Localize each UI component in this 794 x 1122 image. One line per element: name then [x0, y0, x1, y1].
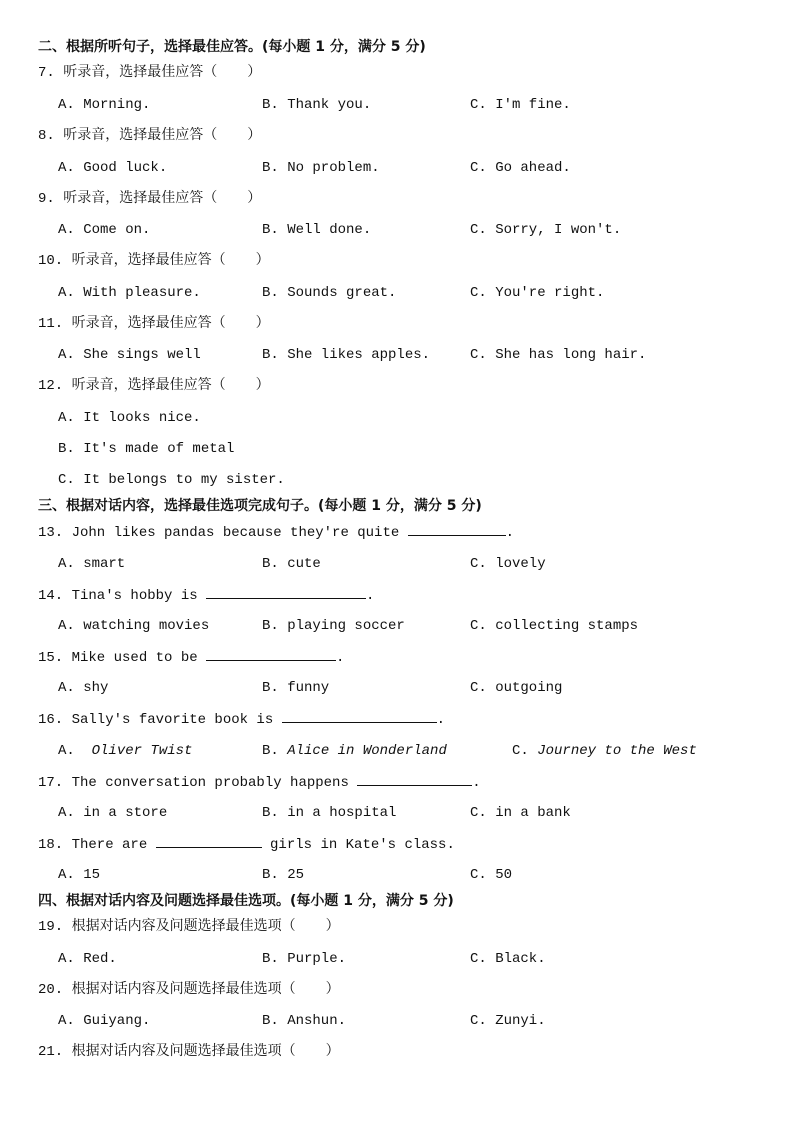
question-11-option-c[interactable]: C. She has long hair. [470, 347, 647, 363]
question-21-stem [38, 1041, 794, 1063]
question-19-option-a[interactable]: A. Red. [58, 951, 117, 967]
question-16-end: . [436, 712, 446, 728]
question-14-end: . [366, 588, 375, 604]
question-16-text: 16. Sally's favorite book is [38, 712, 274, 728]
question-16-option-a-letter: A. [58, 743, 75, 759]
question-13-text: 13. John likes pandas because they're quite [38, 525, 400, 541]
question-19-options [0, 948, 794, 970]
question-17-option-c[interactable]: C. in a bank [470, 805, 571, 821]
question-19-text: 19. 根据对话内容及问题选择最佳选项（ [38, 919, 296, 935]
question-21-text: 21. 根据对话内容及问题选择最佳选项（ [38, 1044, 296, 1060]
question-15-end: . [336, 650, 345, 666]
question-19-option-b[interactable]: B. Purple. [262, 951, 347, 967]
question-13-option-c[interactable]: C. lovely [470, 556, 546, 572]
question-9-option-c[interactable]: C. Sorry, I won't. [470, 222, 622, 238]
question-18-option-b[interactable]: B. 25 [262, 867, 305, 883]
question-10-options [0, 282, 794, 304]
question-9-text: 9. 听录音，选择最佳应答（ [38, 191, 218, 207]
question-15-option-a[interactable]: A. shy [58, 680, 109, 696]
question-16-option-a-title: Oliver Twist [91, 743, 193, 759]
question-20-stem [38, 979, 794, 1001]
question-18-blank[interactable] [156, 833, 262, 848]
question-8-option-a[interactable]: A. Good luck. [58, 160, 168, 176]
question-12-option-a-row [0, 407, 794, 429]
question-12-close: ） [255, 378, 270, 394]
question-11-options [0, 344, 794, 366]
question-15-text: 15. Mike used to be [38, 650, 198, 666]
question-7-stem [38, 62, 794, 84]
question-12-option-b-row [0, 438, 794, 460]
question-16-option-b-title: Alice in Wonderland [287, 743, 447, 759]
question-13-options [0, 553, 794, 575]
question-17-option-b[interactable]: B. in a hospital [262, 805, 397, 821]
question-17-blank[interactable] [357, 771, 472, 786]
question-12-option-c[interactable]: C. It belongs to my sister. [58, 472, 285, 488]
section-3-heading: 三、根据对话内容，选择最佳选项完成句子。(每小题 1 分，满分 5 分) [38, 498, 482, 514]
question-7-option-a[interactable]: A. Morning. [58, 97, 151, 113]
question-19-close: ） [325, 919, 340, 935]
question-8-option-b[interactable]: B. No problem. [262, 160, 380, 176]
question-13-option-b[interactable]: B. cute [262, 556, 321, 572]
question-17-end: . [472, 775, 481, 791]
question-16-option-c[interactable] [512, 740, 697, 762]
question-15-option-b[interactable]: B. funny [262, 680, 330, 696]
question-20-text: 20. 根据对话内容及问题选择最佳选项（ [38, 982, 296, 998]
question-18-options [0, 864, 794, 886]
question-10-option-c[interactable]: C. You're right. [470, 285, 605, 301]
section-2-heading: 二、根据所听句子，选择最佳应答。(每小题 1 分，满分 5 分) [38, 39, 426, 55]
question-16-stem [38, 708, 794, 730]
question-8-stem [38, 125, 794, 147]
question-7-option-b[interactable]: B. Thank you. [262, 97, 372, 113]
question-17-options [0, 802, 794, 824]
question-12-option-a[interactable]: A. It looks nice. [58, 410, 201, 426]
question-20-option-c[interactable]: C. Zunyi. [470, 1013, 546, 1029]
question-16-option-b-letter: B. [262, 743, 279, 759]
question-10-option-a[interactable]: A. With pleasure. [58, 285, 201, 301]
question-15-options [0, 677, 794, 699]
question-11-option-b[interactable]: B. She likes apples. [262, 347, 431, 363]
question-21-close: ） [325, 1044, 340, 1060]
question-16-option-c-letter: C. [512, 743, 529, 759]
question-12-option-c-row [0, 469, 794, 491]
question-7-close: ） [247, 65, 262, 81]
question-16-option-a[interactable] [58, 740, 192, 762]
question-19-stem [38, 916, 794, 938]
section-4-heading: 四、根据对话内容及问题选择最佳选项。(每小题 1 分，满分 5 分) [38, 893, 454, 909]
question-18-option-a[interactable]: A. 15 [58, 867, 101, 883]
question-14-options [0, 615, 794, 637]
question-20-close: ） [325, 982, 340, 998]
question-18-stem [38, 833, 794, 855]
question-10-text: 10. 听录音，选择最佳应答（ [38, 253, 226, 269]
question-14-option-a[interactable]: A. watching movies [58, 618, 210, 634]
question-10-stem [38, 250, 794, 272]
question-14-stem [38, 584, 794, 606]
question-11-option-a[interactable]: A. She sings well [58, 347, 201, 363]
question-14-blank[interactable] [206, 584, 366, 599]
question-7-option-c[interactable]: C. I'm fine. [470, 97, 571, 113]
question-12-option-b[interactable]: B. It's made of metal [58, 441, 235, 457]
question-16-blank[interactable] [282, 708, 437, 723]
question-17-stem [38, 771, 794, 793]
question-9-option-a[interactable]: A. Come on. [58, 222, 151, 238]
question-17-option-a[interactable]: A. in a store [58, 805, 168, 821]
question-13-blank[interactable] [408, 521, 506, 536]
question-19-option-c[interactable]: C. Black. [470, 951, 546, 967]
question-10-close: ） [255, 253, 270, 269]
question-20-options [0, 1010, 794, 1032]
question-14-text: 14. Tina's hobby is [38, 588, 198, 604]
question-12-stem [38, 375, 794, 397]
question-8-options [0, 157, 794, 179]
question-11-stem [38, 313, 794, 335]
question-18-option-c[interactable]: C. 50 [470, 867, 513, 883]
question-8-text: 8. 听录音，选择最佳应答（ [38, 128, 218, 144]
question-15-blank[interactable] [206, 646, 336, 661]
question-7-text: 7. 听录音，选择最佳应答（ [38, 65, 218, 81]
question-8-option-c[interactable]: C. Go ahead. [470, 160, 571, 176]
question-14-option-b[interactable]: B. playing soccer [262, 618, 405, 634]
question-8-close: ） [247, 128, 262, 144]
question-11-text: 11. 听录音，选择最佳应答（ [38, 316, 226, 332]
question-15-stem [38, 646, 794, 668]
question-16-options [0, 740, 794, 762]
question-7-options [0, 94, 794, 116]
question-11-close: ） [255, 316, 270, 332]
question-9-close: ） [247, 191, 262, 207]
question-10-option-b[interactable]: B. Sounds great. [262, 285, 397, 301]
question-9-stem [38, 188, 794, 210]
question-20-option-b[interactable]: B. Anshun. [262, 1013, 347, 1029]
question-9-options [0, 219, 794, 241]
question-9-option-b[interactable]: B. Well done. [262, 222, 372, 238]
question-20-option-a[interactable]: A. Guiyang. [58, 1013, 151, 1029]
question-16-option-b[interactable] [262, 740, 447, 762]
question-13-option-a[interactable]: A. smart [58, 556, 126, 572]
question-17-text: 17. The conversation probably happens [38, 775, 349, 791]
question-13-stem [38, 521, 794, 543]
question-12-text: 12. 听录音，选择最佳应答（ [38, 378, 226, 394]
question-18-end: girls in Kate's class. [270, 837, 455, 853]
question-14-option-c[interactable]: C. collecting stamps [470, 618, 639, 634]
question-16-option-c-title: Journey to the West [537, 743, 697, 759]
question-18-text: 18. There are [38, 837, 148, 853]
question-13-end: . [505, 525, 515, 541]
question-15-option-c[interactable]: C. outgoing [470, 680, 563, 696]
